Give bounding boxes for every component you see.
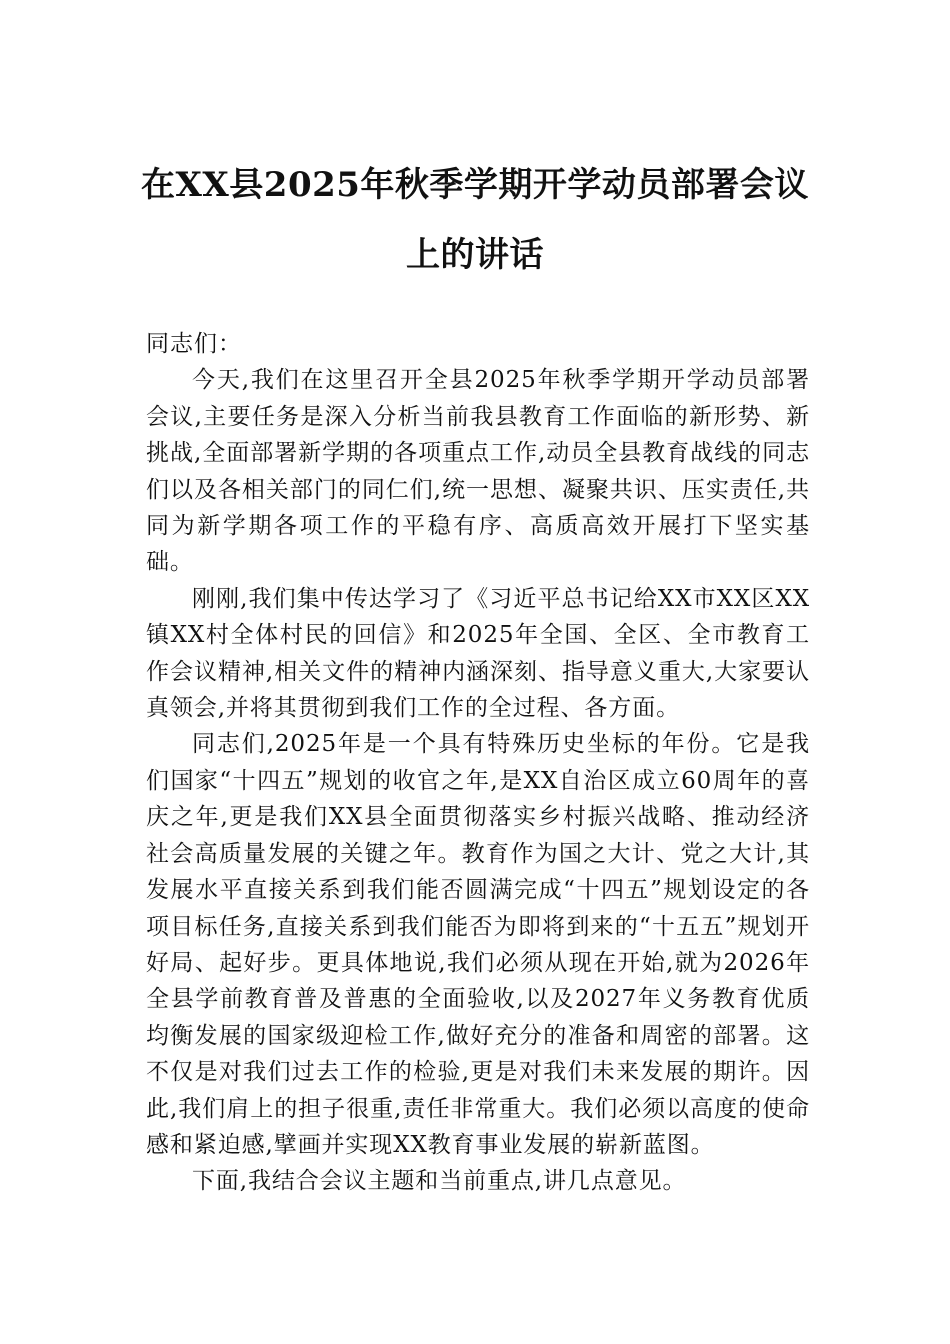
greeting: 同志们： — [146, 331, 242, 357]
document-title: 在XX县2025年秋季学期开学动员部署会议上的讲话 — [141, 165, 809, 275]
paragraph-3: 同志们,2025年是一个具有特殊历史坐标的年份。它是我们国家“十四五”规划的收官之年,是XX自治区成立60周年的喜庆之年,更是我们XX县全面贯彻落实乡村振兴战略、推动经济社会高质量发展的关键之年。教育作为国之大计、党之大计,其发展水平直接关系到我们能否圆满完成“十四五”规划设定的各项目标任务,直接关系到我们能否为即将到来的“十五五”规划开好局、起好步。更具体地说,我们必须从现在开始,就为2026年全县学前教育普及普惠的全面验收,以及2027年义务教育优质均衡发展的国家级迎检工作,做好充分的准备和周密的部署。这不仅是对我们过去工作的检验,更是对我们未来发展的期许。因此,我们肩上的担子很重,责任非常重大。我们必须以高度的使命感和紧迫感,擘画并实现XX教育事业发展的崭新蓝图。 — [146, 731, 810, 1158]
paragraph-2: 刚刚,我们集中传达学习了《习近平总书记给XX市XX区XX镇XX村全体村民的回信》和2025年全国、全区、全市教育工作会议精神,相关文件的精神内涵深刻、指导意义重大,大家要认真领会,并将其贯彻到我们工作的全过程、各方面。 — [146, 585, 810, 722]
paragraph-4: 下面,我结合会议主题和当前重点,讲几点意见。 — [192, 1168, 687, 1195]
document-body — [146, 326, 810, 1200]
paragraph-1: 今天,我们在这里召开全县2025年秋季学期开学动员部署会议,主要任务是深入分析当前我县教育工作面临的新形势、新挑战,全面部署新学期的各项重点工作,动员全县教育战线的同志们以及各相关部门的同仁们,统一思想、凝聚共识、压实责任,共同为新学期各项工作的平稳有序、高质高效开展打下坚实基础。 — [146, 367, 810, 576]
